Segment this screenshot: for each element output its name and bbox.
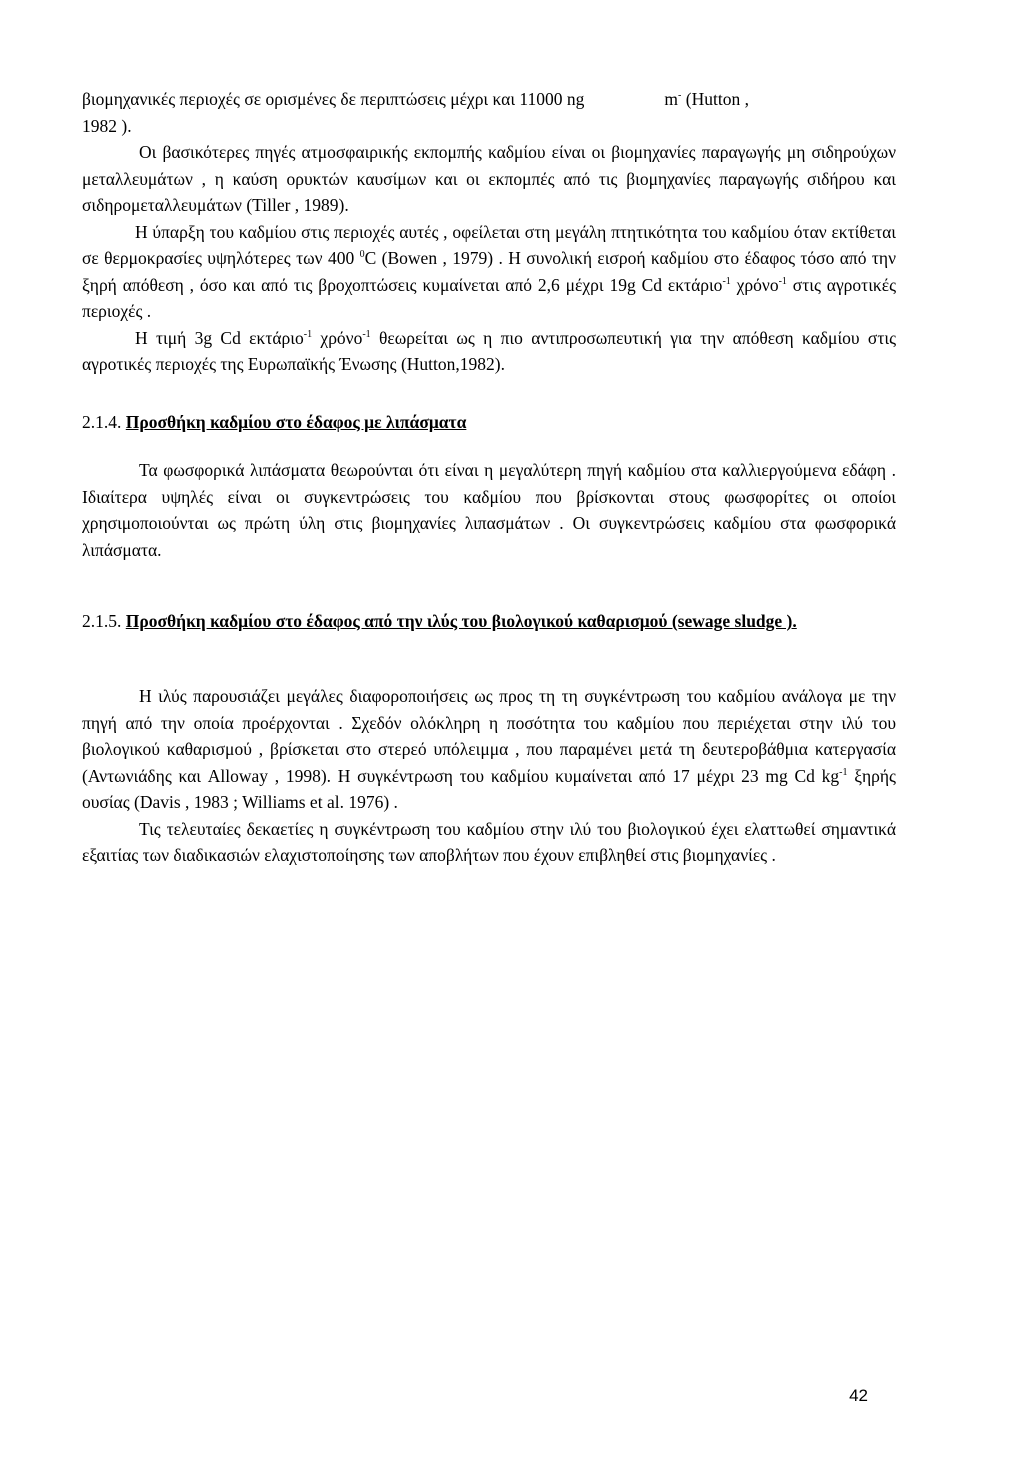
section-2-1-4 [82, 409, 896, 435]
paragraph-1: Οι βασικότερες πηγές ατμοσφαιρικής εκπομπής καδμίου είναι οι βιομηχανίες παραγωγής μη σιδηρούχων μεταλλευμάτων , η καύση ορυκτών καυσίμων και οι εκπομπές από τις βιομηχανίες παραγωγής σιδήρου και σιδηρομεταλλευμάτων (Tiller , 1989). [82, 142, 896, 215]
section-paragraph: Η ιλύς παρουσιάζει μεγάλες διαφοροποιήσεις ως προς τη τη συγκέντρωση του καδμίου ανάλογα με την πηγή από την οποία προέρχονται . Σχεδόν ολόκληρη η ποσότητα του καδμίου που περιέχεται στην ιλύ του βιολογικού καθαρισμού , βρίσκεται στο στερεό υπόλειμμα , που παραμένει μετά τη δευτεροβάθμια κατεργασία (Αντωνιάδης και Alloway , 1998). Η συγκέντρωση του καδμίου κυμαίνεται από 17 μέχρι 23 mg Cd $kg^{-1}$ ξηρής ουσίας (Davis , 1983 ; Williams et al. 1976) . [82, 686, 896, 812]
page-number: 42 [849, 1386, 868, 1405]
intro-block [82, 86, 896, 378]
section-2-1-5 [82, 608, 896, 634]
paragraph-3: Η τιμή 3g Cd εκτάριο$^{-1}$ χρόνο$^{-1}$ θεωρείται ως η πιο αντιπροσωπευτική για την απόθεση καδμίου στις αγροτικές περιοχές της Ευρωπαϊκής Ένωσης (Hutton,1982). [82, 327, 897, 374]
section-heading: 2.1.4. Προσθήκη καδμίου στο έδαφος με λιπάσματα [82, 412, 467, 432]
intro-line: βιομηχανικές περιοχές σε ορισμένες δε περιπτώσεις μέχρι και 11000 ng m- (Hutton , [82, 89, 749, 109]
section-heading: 2.1.5. Προσθήκη καδμίου στο έδαφος από την ιλύς του βιολογικού καθαρισμού (sewage sludge ). [82, 611, 797, 631]
intro-citation: (Hutton , [685, 89, 749, 109]
section-2-1-4-body [82, 457, 896, 563]
section-paragraph: Τις τελευταίες δεκαετίες η συγκέντρωση του καδμίου στην ιλύ του βιολογικού έχει ελαττωθεί σημαντικά εξαιτίας των διαδικασιών ελαχιστοποίησης των αποβλήτων που έχουν επιβληθεί στις βιομηχανίες . [82, 818, 896, 865]
section-paragraph: Τα φωσφορικά λιπάσματα θεωρούνται ότι είναι η μεγαλύτερη πηγή καδμίου στα καλλιεργούμενα εδάφη . Ιδιαίτερα υψηλές είναι οι συγκεντρώσεις του καδμίου που βρίσκονται στους φωσφορίτες οι οποίοι χρησιμοποιούνται ως πρώτη ύλη στις βιομηχανίες λιπασμάτων . Οι συγκεντρώσεις καδμίου στα φωσφορικά λιπάσματα. [82, 460, 896, 560]
section-2-1-5-body [82, 683, 896, 869]
intro-text: βιομηχανικές περιοχές σε ορισμένες δε περιπτώσεις μέχρι και 11000 ng [82, 89, 585, 109]
intro-unit: m [664, 89, 679, 109]
paragraph-2: Η ύπαρξη του καδμίου στις περιοχές αυτές , οφείλεται στη μεγάλη πτητικότητα του καδμίου όταν εκτίθεται σε θερμοκρασίες υψηλότερες των 400 $^0$C (Bowen , 1979) . Η συνολική εισροή καδμίου στο έδαφος τόσο από την ξηρή απόθεση , όσο και από τις βροχοπτώσεις κυμαίνεται από 2,6 μέχρι 19g Cd εκτάριο$^{-1}$ χρόνο$^{-1}$ στις αγροτικές περιοχές . [82, 221, 896, 321]
intro-line-2: 1982 ). [82, 115, 132, 136]
